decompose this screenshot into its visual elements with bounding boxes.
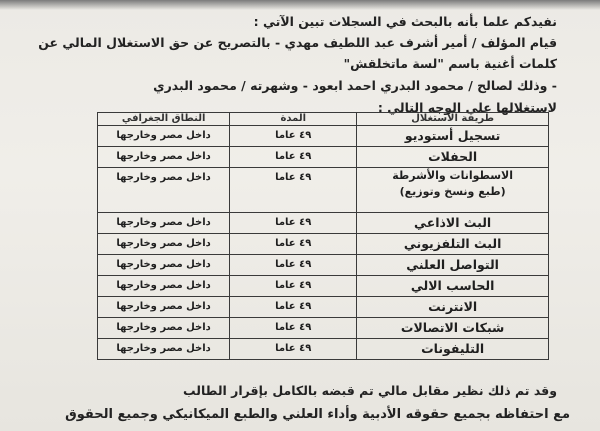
table-row	[98, 339, 549, 360]
closing-rights: مع احتفاظه بجميع حقوقه الأدبية وأداء العلني والطبع الميكانيكي وجميع الحقوق	[65, 407, 570, 422]
row-scope: داخل مصر وخارجها	[98, 276, 230, 297]
row-scope: داخل مصر وخارجها	[98, 318, 230, 339]
row-method: البث التلفزيوني	[357, 234, 549, 255]
row-method: الحفلات	[357, 147, 549, 168]
table-row	[98, 255, 549, 276]
clause-song-title: كلمات أغنية باسم "لسة ماتخلقش"	[343, 56, 557, 71]
clause-author: قيام المؤلف / أمير أشرف عبد اللطيف مهدي - بالتصريح عن حق الاستغلال المالي عن	[38, 35, 557, 50]
row-method: تسجيل أستوديو	[357, 126, 549, 147]
intro-line: نفيدكم علما بأنه بالبحث في السجلات تبين الآتي :	[253, 14, 557, 29]
table-row	[98, 297, 549, 318]
row-duration: ٤٩ عاما	[230, 297, 357, 318]
row-method: التواصل العلني	[357, 255, 549, 276]
header-duration: المدة	[230, 113, 357, 126]
row-method-main: الاسطوانات والأشرطة	[392, 169, 514, 182]
row-method: التليفونات	[357, 339, 549, 360]
row-duration: ٤٩ عاما	[230, 318, 357, 339]
row-scope: داخل مصر وخارجها	[98, 339, 230, 360]
table-row	[98, 126, 549, 147]
table-row	[98, 318, 549, 339]
row-method: الانترنت	[357, 297, 549, 318]
row-method: شبكات الاتصالات	[357, 318, 549, 339]
scan-top-edge	[0, 0, 600, 10]
header-scope: النطاق الجغرافي	[98, 113, 230, 126]
table-row	[98, 276, 549, 297]
exploitation-table	[97, 112, 549, 360]
row-duration: ٤٩ عاما	[230, 213, 357, 234]
row-duration: ٤٩ عاما	[230, 255, 357, 276]
row-scope: داخل مصر وخارجها	[98, 126, 230, 147]
row-scope: داخل مصر وخارجها	[98, 213, 230, 234]
closing-payment: وقد تم ذلك نظير مقابل مالي تم قبضه بالكامل بإقرار الطالب	[183, 383, 557, 398]
row-method	[357, 168, 549, 213]
row-duration: ٤٩ عاما	[230, 126, 357, 147]
row-duration: ٤٩ عاما	[230, 234, 357, 255]
clause-beneficiary: - وذلك لصالح / محمود البدري احمد ابعود - وشهرته / محمود البدري	[153, 78, 557, 93]
row-scope: داخل مصر وخارجها	[98, 147, 230, 168]
table-header-row	[98, 113, 549, 126]
table-row	[98, 147, 549, 168]
row-scope: داخل مصر وخارجها	[98, 255, 230, 276]
table-row	[98, 168, 549, 213]
row-method: الحاسب الالي	[357, 276, 549, 297]
row-scope: داخل مصر وخارجها	[98, 168, 230, 213]
row-scope: داخل مصر وخارجها	[98, 234, 230, 255]
row-duration: ٤٩ عاما	[230, 339, 357, 360]
clause-usage-heading: لاستغلالها على الوجه التالي :	[377, 100, 557, 115]
row-scope: داخل مصر وخارجها	[98, 297, 230, 318]
row-method: البث الاذاعي	[357, 213, 549, 234]
row-duration: ٤٩ عاما	[230, 168, 357, 213]
row-duration: ٤٩ عاما	[230, 147, 357, 168]
row-method-sub: (طبع ونسخ وتوزيع)	[399, 185, 506, 198]
header-method: طريقة الاستغلال	[357, 113, 549, 126]
table-row	[98, 234, 549, 255]
table-row	[98, 213, 549, 234]
row-duration: ٤٩ عاما	[230, 276, 357, 297]
